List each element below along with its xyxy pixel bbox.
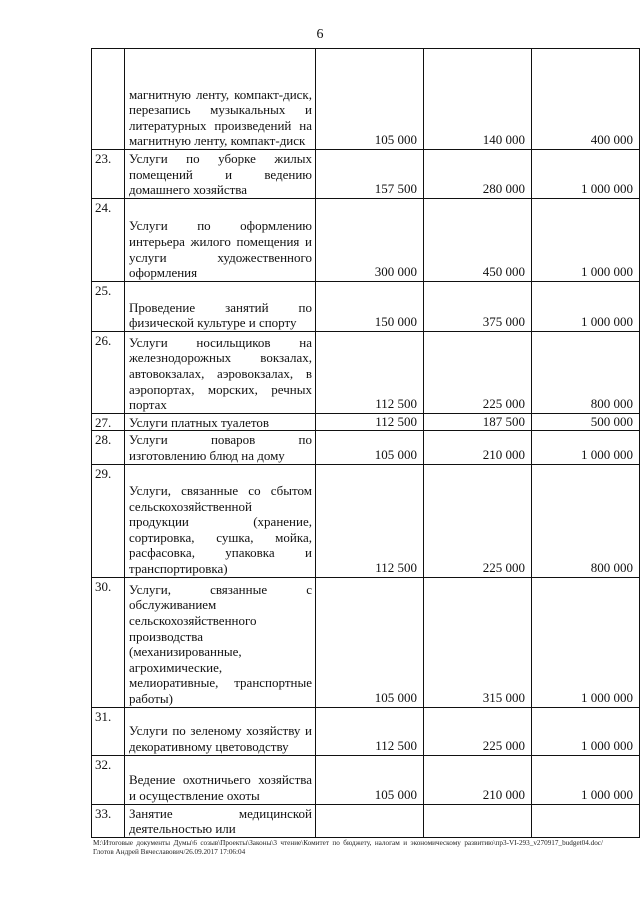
row-number: 28. xyxy=(92,431,125,464)
value-col-2 xyxy=(424,804,532,837)
value-col-3: 800 000 xyxy=(532,331,640,413)
table-row xyxy=(92,198,640,281)
row-number: 27. xyxy=(92,413,125,431)
value-col-2: 140 000 xyxy=(424,49,532,150)
value-col-3: 1 000 000 xyxy=(532,577,640,707)
page-number: 6 xyxy=(316,27,324,42)
table-row xyxy=(92,707,640,755)
value-col-2: 225 000 xyxy=(424,331,532,413)
row-number: 23. xyxy=(92,150,125,199)
service-name: Услуги, связанные со сбытом сельскохозяйственной продукции (хранение, сортировка, сушка, мойка, расфасовка, упаковка и транспортировка) xyxy=(125,464,316,577)
service-name: Услуги, связанные с обслуживанием сельскохозяйственного производства (механизированные, агрохимические, мелиоративные, транспортные работы) xyxy=(125,577,316,707)
table-row xyxy=(92,331,640,413)
value-col-3: 1 000 000 xyxy=(532,198,640,281)
table-row xyxy=(92,150,640,199)
value-col-2: 225 000 xyxy=(424,464,532,577)
value-col-1: 157 500 xyxy=(316,150,424,199)
row-number: 30. xyxy=(92,577,125,707)
value-col-3: 1 000 000 xyxy=(532,150,640,199)
value-col-1: 105 000 xyxy=(316,577,424,707)
value-col-1: 112 500 xyxy=(316,464,424,577)
service-name: Проведение занятий по физической культуре и спорту xyxy=(125,281,316,331)
fee-table xyxy=(91,48,640,838)
service-name: магнитную ленту, компакт-диск, перезапись музыкальных и литературных произведений на магнитную ленту, компакт-диск xyxy=(125,49,316,150)
row-number: 24. xyxy=(92,198,125,281)
value-col-1: 112 500 xyxy=(316,331,424,413)
value-col-1: 112 500 xyxy=(316,707,424,755)
table-row xyxy=(92,577,640,707)
service-name: Занятие медицинской деятельностью или xyxy=(125,804,316,837)
service-name: Услуги по зеленому хозяйству и декоративному цветоводству xyxy=(125,707,316,755)
table-row xyxy=(92,49,640,150)
service-name: Услуги по оформлению интерьера жилого помещения и услуги художественного оформления xyxy=(125,198,316,281)
row-number: 25. xyxy=(92,281,125,331)
table-row xyxy=(92,281,640,331)
value-col-2: 225 000 xyxy=(424,707,532,755)
row-number xyxy=(92,49,125,150)
value-col-2: 280 000 xyxy=(424,150,532,199)
table-row xyxy=(92,755,640,804)
value-col-1: 105 000 xyxy=(316,431,424,464)
value-col-1: 105 000 xyxy=(316,755,424,804)
value-col-3: 400 000 xyxy=(532,49,640,150)
value-col-3: 1 000 000 xyxy=(532,431,640,464)
table-row xyxy=(92,431,640,464)
value-col-1: 105 000 xyxy=(316,49,424,150)
value-col-3: 500 000 xyxy=(532,413,640,431)
row-number: 26. xyxy=(92,331,125,413)
row-number: 33. xyxy=(92,804,125,837)
row-number: 29. xyxy=(92,464,125,577)
value-col-1: 150 000 xyxy=(316,281,424,331)
value-col-3: 1 000 000 xyxy=(532,707,640,755)
table-row xyxy=(92,464,640,577)
row-number: 31. xyxy=(92,707,125,755)
service-name: Ведение охотничьего хозяйства и осуществление охоты xyxy=(125,755,316,804)
value-col-2: 315 000 xyxy=(424,577,532,707)
value-col-2: 187 500 xyxy=(424,413,532,431)
value-col-2: 450 000 xyxy=(424,198,532,281)
service-name: Услуги поваров по изготовлению блюд на дому xyxy=(125,431,316,464)
table-row xyxy=(92,413,640,431)
service-name: Услуги носильщиков на железнодорожных вокзалах, автовокзалах, аэровокзалах, в аэропортах, морских, речных портах xyxy=(125,331,316,413)
value-col-3: 1 000 000 xyxy=(532,755,640,804)
document-path-footer: M:\Итоговые документы Думы\6 созыв\Проекты\Законы\3 чтение\Комитет по бюджету, налогам и экономическому развитию\пр3-VI-293_v270917_budget04.doc/Глотов Андрей Вячеславович/26.09.2017 17:06:04 xyxy=(93,839,603,856)
value-col-2: 375 000 xyxy=(424,281,532,331)
service-name: Услуги платных туалетов xyxy=(125,413,316,431)
value-col-1 xyxy=(316,804,424,837)
value-col-1: 112 500 xyxy=(316,413,424,431)
value-col-3 xyxy=(532,804,640,837)
value-col-2: 210 000 xyxy=(424,755,532,804)
table-row xyxy=(92,804,640,837)
value-col-3: 800 000 xyxy=(532,464,640,577)
value-col-1: 300 000 xyxy=(316,198,424,281)
row-number: 32. xyxy=(92,755,125,804)
service-name: Услуги по уборке жилых помещений и ведению домашнего хозяйства xyxy=(125,150,316,199)
value-col-3: 1 000 000 xyxy=(532,281,640,331)
value-col-2: 210 000 xyxy=(424,431,532,464)
